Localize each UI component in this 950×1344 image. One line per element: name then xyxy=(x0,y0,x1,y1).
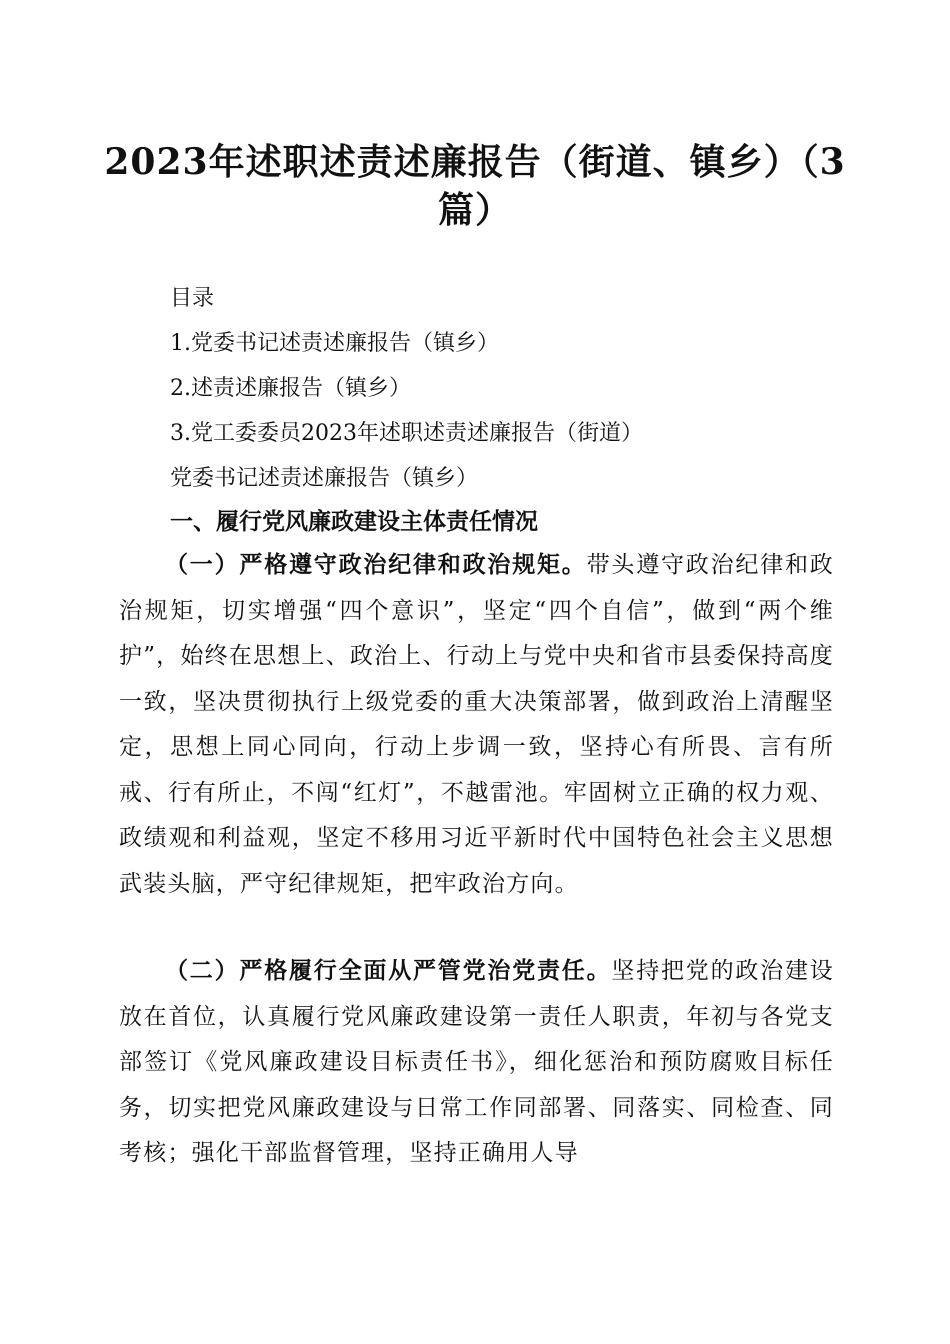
paragraph-body: 坚持把党的政治建设放在首位，认真履行党风廉政建设第一责任人职责，年初与各党支部签订《党风廉政建设目标责任书》，细化惩治和预防腐败目标任务，切实把党风廉政建设与日常工作同部署、同落实、同检查、同考核；强化干部监督管理，坚持正确用人导 xyxy=(119,958,834,1166)
document-title: 2023年述职述责述廉报告（街道、镇乡）（3篇） xyxy=(104,141,846,231)
section-heading: 一、履行党风廉政建设主体责任情况 xyxy=(170,508,538,535)
paragraph-lead: （一）严格遵守政治纪律和政治规矩。 xyxy=(165,551,587,578)
table-of-contents xyxy=(170,276,643,501)
toc-heading: 目录 xyxy=(170,286,215,311)
article-title: 党委书记述责述廉报告（镇乡） xyxy=(170,466,479,491)
paragraph xyxy=(119,542,834,907)
paragraph-body: 带头遵守政治纪律和政治规矩，切实增强“四个意识”，坚定“四个自信”，做到“两个维护”，始终在思想上、政治上、行动上与党中央和省市县委保持高度一致，坚决贯彻执行上级党委的重大决策部署，做到政治上清醒坚定，思想上同心同向，行动上步调一致，坚持心有所畏、言有所戒、行有所止，不闯“红灯”，不越雷池。牢固树立正确的权力观、政绩观和利益观，坚定不移用习近平新时代中国特色社会主义思想武装头脑，严守纪律规矩，把牢政治方向。 xyxy=(119,552,835,897)
paragraph-lead: （二）严格履行全面从严管党治党责任。 xyxy=(165,957,612,984)
toc-item: 3.党工委委员2023年述职述责述廉报告（街道） xyxy=(170,421,643,446)
paragraph xyxy=(119,948,834,1177)
toc-item: 1.党委书记述责述廉报告（镇乡） xyxy=(170,331,499,356)
toc-item: 2.述责述廉报告（镇乡） xyxy=(170,376,411,401)
